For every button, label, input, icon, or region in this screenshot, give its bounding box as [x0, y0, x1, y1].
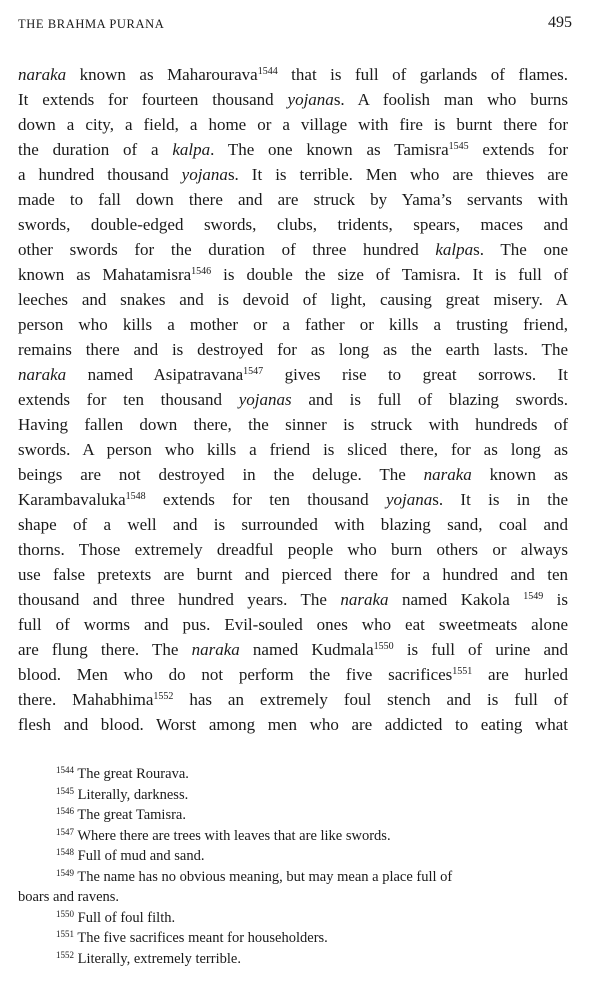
footnote-number: 1548 — [56, 847, 74, 857]
text-run: s. It is terrible. Men who are thieves are — [227, 165, 568, 184]
text-line — [18, 62, 568, 87]
text-run: beings are not destroyed in the deluge. The — [18, 465, 424, 484]
footnote-marker: 1551 — [452, 666, 473, 677]
italic-term: kalpa — [172, 140, 211, 159]
text-line — [18, 337, 568, 362]
footnote — [18, 928, 578, 949]
footnote-marker: 1546 — [191, 266, 212, 277]
page-header — [18, 14, 572, 34]
footnote-number: 1547 — [56, 826, 74, 837]
text-line — [18, 487, 568, 512]
text-run: It extends for fourteen thousand — [18, 90, 288, 109]
footnote-number: 1549 — [56, 867, 74, 878]
footnote — [18, 764, 578, 785]
text-run: thorns. Those extremely dreadful people who burn others or always — [18, 540, 568, 559]
footnote-continuation: boars and ravens. — [18, 889, 120, 905]
text-run: Karambavaluka — [18, 490, 126, 509]
text-run: named Kudmala — [239, 640, 374, 659]
text-run: made to fall down there and are struck by Yama’s servants with — [18, 190, 568, 209]
text-line — [18, 412, 568, 437]
footnote-text: The five sacrifices meant for householders. — [74, 930, 328, 946]
text-run: are hurled — [472, 665, 568, 684]
italic-term: naraka — [191, 640, 240, 659]
footnotes — [18, 764, 578, 969]
footnote-text: Where there are trees with leaves that are like swords. — [74, 827, 391, 844]
text-line — [18, 212, 568, 237]
italic-term: yojana — [385, 490, 433, 509]
text-run: leeches and snakes and is devoid of light, causing great misery. A — [18, 290, 568, 309]
text-run: known as — [471, 465, 568, 484]
text-line — [18, 387, 568, 412]
text-line — [18, 137, 568, 162]
body-text — [18, 62, 568, 737]
text-line — [18, 237, 568, 262]
text-run: use false pretexts are burnt and pierced there for a hundred and ten — [18, 565, 568, 584]
text-run: extends for — [468, 140, 568, 159]
text-run: known as Mahatamisra — [18, 265, 192, 284]
footnote-text: The great Tamisra. — [74, 807, 186, 823]
text-run: other swords for the duration of three hundred — [18, 240, 436, 259]
text-run: swords. A person who kills a friend is sliced there, for as long as — [18, 440, 568, 459]
footnote-number: 1545 — [56, 785, 74, 796]
text-run: are flung there. The — [18, 640, 192, 659]
text-run: has an extremely foul stench and is full of — [173, 690, 568, 709]
text-line — [18, 637, 568, 662]
footnote-text: Literally, darkness. — [74, 786, 189, 803]
footnote — [18, 846, 578, 867]
text-run: remains there and is destroyed for as long as the earth lasts. The — [18, 340, 568, 359]
text-run: thousand and three hundred years. The — [18, 590, 341, 609]
italic-term: naraka — [423, 465, 472, 484]
text-run: named Kakola — [388, 590, 524, 609]
text-line — [18, 537, 568, 562]
footnote-text: The name has no obvious meaning, but may mean a place full of — [74, 868, 453, 885]
footnote-number: 1551 — [56, 929, 74, 939]
text-run: that is full of garlands of flames. — [277, 65, 568, 84]
text-run: is double the size of Tamisra. It is full of — [211, 265, 568, 284]
text-line — [18, 287, 568, 312]
text-run: full of worms and pus. Evil-souled ones who eat sweetmeats alone — [18, 615, 568, 634]
text-run: s. It is in the — [432, 490, 568, 509]
footnote-number: 1552 — [56, 949, 74, 960]
text-run: there. Mahabhima — [18, 690, 154, 709]
text-run: flesh and blood. Worst among men who are addicted to eating what — [18, 715, 568, 734]
text-run: named Asipatravana — [66, 365, 244, 384]
footnote-number: 1546 — [56, 806, 74, 816]
footnote-number: 1550 — [56, 908, 74, 919]
text-line — [18, 187, 568, 212]
text-line — [18, 362, 568, 387]
italic-term: yojana — [287, 90, 334, 109]
text-run: the duration of a — [18, 140, 173, 159]
italic-term: yojana — [181, 165, 228, 184]
text-line — [18, 312, 568, 337]
text-line — [18, 562, 568, 587]
text-line — [18, 612, 568, 637]
footnote-marker: 1547 — [243, 366, 264, 377]
text-line — [18, 112, 568, 137]
text-run: known as Maharourava — [66, 65, 258, 84]
text-run: a hundred thousand — [18, 165, 182, 184]
text-line — [18, 162, 568, 187]
footnote — [18, 785, 578, 806]
footnote-number: 1544 — [56, 765, 74, 775]
text-run: blood. Men who do not perform the five sacrifices — [18, 665, 453, 684]
footnote-text: Full of foul filth. — [74, 909, 176, 926]
text-line — [18, 687, 568, 712]
text-run: down a city, a field, a home or a village with fire is burnt there for — [18, 115, 568, 134]
text-line — [18, 512, 568, 537]
text-run: is full of urine and — [393, 640, 568, 659]
italic-term: yojanas — [238, 390, 292, 409]
footnote-marker: 1544 — [257, 66, 278, 77]
text-run: s. A foolish man who burns — [333, 90, 568, 109]
text-run: shape of a well and is surrounded with blazing sand, coal and — [18, 515, 568, 534]
text-line — [18, 662, 568, 687]
footnote-marker: 1545 — [448, 141, 469, 152]
text-run: . The one known as Tamisra — [210, 140, 449, 159]
text-run: gives rise to great sorrows. It — [263, 365, 569, 384]
text-run: swords, double-edged swords, clubs, tridents, spears, maces and — [18, 215, 568, 234]
text-run: extends for ten thousand — [145, 490, 386, 509]
italic-term: naraka — [18, 365, 67, 384]
text-run: extends for ten thousand — [18, 390, 239, 409]
footnote — [18, 826, 578, 847]
text-line — [18, 87, 568, 112]
footnote — [18, 949, 578, 970]
text-line — [18, 462, 568, 487]
text-run: s. The one — [473, 240, 568, 259]
footnote-text: The great Rourava. — [74, 766, 189, 782]
text-run: and is full of blazing swords. — [291, 390, 569, 409]
italic-term: naraka — [340, 590, 389, 609]
footnote — [18, 867, 578, 888]
text-line — [18, 262, 568, 287]
footnote — [18, 805, 578, 826]
text-run: Having fallen down there, the sinner is struck with hundreds of — [18, 415, 568, 434]
footnote-marker: 1548 — [125, 491, 146, 502]
text-run: is — [543, 590, 568, 609]
italic-term: naraka — [18, 65, 67, 84]
footnote-marker: 1552 — [153, 691, 174, 702]
italic-term: kalpa — [435, 240, 474, 259]
running-head: THE BRAHMA PURANA — [18, 17, 165, 31]
footnote-text: Literally, extremely terrible. — [74, 950, 241, 967]
text-line — [18, 587, 568, 612]
page-number: 495 — [548, 14, 572, 31]
footnote-marker: 1550 — [373, 641, 394, 652]
text-line — [18, 437, 568, 462]
footnote-marker: 1549 — [523, 591, 544, 602]
footnote-text: Full of mud and sand. — [74, 848, 205, 864]
text-run: person who kills a mother or a father or kills a trusting friend, — [18, 315, 568, 334]
footnote — [18, 908, 578, 929]
text-line — [18, 712, 568, 737]
